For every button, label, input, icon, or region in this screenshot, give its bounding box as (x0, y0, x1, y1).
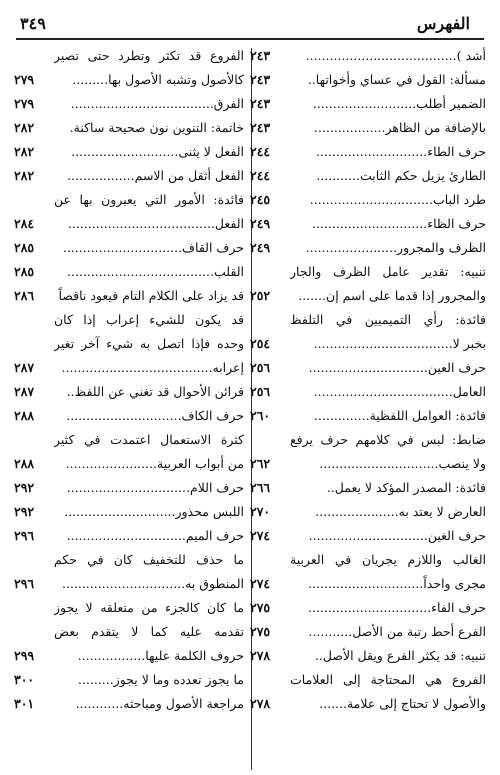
entry-text: فائدة: العوامل اللفظية.............. (313, 408, 486, 423)
index-entry (250, 380, 486, 404)
entry-text: الغالب واللازم يجريان في العربية (290, 552, 486, 567)
index-entry (14, 644, 244, 668)
index-entry (14, 452, 244, 476)
index-entry (14, 116, 244, 140)
index-entry (14, 260, 244, 284)
entry-text: قرائن الأحوال قد تغني عن اللفظ.. (66, 384, 244, 399)
entry-text: الضمير أطلب.......................... (312, 96, 486, 111)
entry-page-number: ٣٠١ (14, 696, 35, 711)
index-entry (14, 236, 244, 260)
entry-text: حرف الفاء............................... (307, 600, 486, 615)
index-entry (250, 572, 486, 596)
entry-text: العامل................................... (313, 384, 486, 399)
entry-page-number: ٢٨٨ (14, 456, 35, 471)
index-entry (250, 92, 486, 116)
index-entry (14, 596, 244, 620)
entry-text: حرف الغين.............................. (308, 528, 486, 543)
entry-page-number: ٢٤٤ (250, 144, 271, 159)
entry-page-number: ٢٨٤ (14, 216, 35, 231)
entry-page-number: ٢٦٠ (250, 408, 271, 423)
entry-page-number: ٢٤٥ (250, 192, 271, 207)
entry-page-number: ٢٧٩ (14, 72, 35, 87)
index-entry (250, 356, 486, 380)
index-entry (250, 68, 486, 92)
entry-page-number: ٢٧٤ (250, 576, 271, 591)
entry-text: ضابط: لبس في كلامهم حرف يرفع (290, 432, 486, 447)
index-entry (250, 212, 486, 236)
index-entry (250, 500, 486, 524)
entry-text: حرف العين.............................. (308, 360, 486, 375)
entry-page-number: ٢٧٥ (250, 600, 271, 615)
entry-page-number: ٢٤٩ (250, 240, 271, 255)
entry-text: فائدة: رأي التميميين في التلفظ (290, 312, 486, 327)
index-entry (250, 452, 486, 476)
entry-page-number: ٢٦٢ (250, 456, 271, 471)
entry-page-number: ٢٨٧ (14, 384, 35, 399)
entry-text: إعرابه...................................... (61, 360, 244, 375)
entry-text: اللبس محذور............................ (64, 504, 244, 519)
entry-page-number: ٢٤٣ (250, 48, 271, 63)
index-entry (14, 140, 244, 164)
header-rule (16, 38, 484, 40)
page-title: الفهرس (416, 14, 470, 33)
entry-text: طرد الباب............................... (309, 192, 486, 207)
entry-page-number: ٢٧٨ (250, 648, 271, 663)
index-entry (250, 476, 486, 500)
entry-page-number: ٢٨٢ (14, 120, 35, 135)
index-entry (14, 284, 244, 308)
index-entry (14, 308, 244, 332)
entry-page-number: ٢٧٤ (250, 528, 271, 543)
index-entry (14, 572, 244, 596)
entry-text: الظرف والمجرور....................... (305, 240, 486, 255)
entry-text: حرف الكاف............................. (66, 408, 244, 423)
index-entry (14, 68, 244, 92)
index-entry (250, 284, 486, 308)
entry-text: قد يزاد على الكلام التام فيعود ناقصاً (58, 288, 244, 303)
index-entry (14, 164, 244, 188)
entry-page-number: ٢٧٨ (250, 696, 271, 711)
entry-text: مراجعة الأصول ومباحثه............ (75, 696, 244, 711)
entry-text: حروف الكلمة عليها................. (77, 648, 244, 663)
entry-page-number: ٢٥٦ (250, 360, 271, 375)
entry-page-number: ٢٧٩ (14, 96, 35, 111)
entry-page-number: ٢٥٤ (250, 336, 271, 351)
index-column-left (14, 44, 244, 774)
index-entry (250, 332, 486, 356)
entry-page-number: ٢٦٦ (250, 480, 271, 495)
entry-text: كالأصول وتشبه الأصول بها......... (72, 72, 244, 87)
entry-text: الطارئ يزيل حكم الثابت........... (316, 168, 486, 183)
entry-text: الفرع أحط رتبة من الأصل........... (308, 624, 486, 639)
index-entry (14, 692, 244, 716)
index-entry (250, 236, 486, 260)
index-entry (14, 476, 244, 500)
entry-text: الفروع هي المحتاجة إلى العلامات (290, 672, 486, 687)
entry-text: القلب..................................... (66, 264, 244, 279)
entry-text: ولا ينصب.............................. (319, 456, 486, 471)
index-entry (14, 212, 244, 236)
index-entry (14, 404, 244, 428)
entry-page-number: ٣٠٠ (14, 672, 35, 687)
entry-page-number: ٢٨٨ (14, 408, 35, 423)
entry-text: المنطوق به............................... (61, 576, 244, 591)
entry-text: ما يجوز تعدده وما لا يجوز......... (77, 672, 244, 687)
index-entry (250, 308, 486, 332)
entry-text: تنبيه: قد يكثر الفرع ويقل الأصل.. (314, 648, 486, 663)
index-entry (250, 44, 486, 68)
entry-text: العارض لا يعتد به..................... (315, 504, 486, 519)
index-entry (250, 428, 486, 452)
index-entry (14, 668, 244, 692)
index-entry (14, 44, 244, 68)
index-entry (250, 596, 486, 620)
index-entry (250, 548, 486, 572)
entry-page-number: ٢٥٦ (250, 384, 271, 399)
index-entry (250, 164, 486, 188)
entry-text: تقدمه عليه كما لا يتقدم بعض (54, 624, 244, 639)
entry-text: حرف الظاء............................. (311, 216, 486, 231)
entry-text: بالإضافة من الظاهر.................. (313, 120, 486, 135)
entry-page-number: ٢٤٣ (250, 72, 271, 87)
index-entry (14, 332, 244, 356)
index-entry (14, 428, 244, 452)
entry-page-number: ٢٨٥ (14, 240, 35, 255)
entry-text: حرف اللام............................... (66, 480, 244, 495)
entry-text: والمجرور إذا قدما على اسم إن....... (298, 288, 486, 303)
index-entry (250, 620, 486, 644)
index-entry (14, 524, 244, 548)
entry-page-number: ٢٩٦ (14, 528, 35, 543)
index-entry (14, 380, 244, 404)
index-entry (250, 524, 486, 548)
entry-text: ما كان كالجزء من متعلقه لا يجوز (54, 600, 244, 615)
entry-text: أشد )...................................... (305, 48, 486, 63)
entry-page-number: ٢٩٩ (14, 648, 35, 663)
entry-text: كثرة الاستعمال اعتمدت في كثير (54, 432, 244, 447)
entry-page-number: ٢٤٣ (250, 120, 271, 135)
entry-text: حرف القاف.............................. (62, 240, 244, 255)
index-entry (250, 692, 486, 716)
entry-text: مجرى واحداً............................. (308, 576, 486, 591)
entry-page-number: ٢٤٩ (250, 216, 271, 231)
entry-page-number: ٢٨٥ (14, 264, 35, 279)
index-entry (250, 668, 486, 692)
entry-text: الفروع قد تكثر وتطرد حتى تصير (54, 48, 244, 63)
entry-text: من أبواب العربية....................... (65, 456, 244, 471)
entry-page-number: ٢٨٧ (14, 360, 35, 375)
entry-text: الفعل..................................... (67, 216, 244, 231)
entry-page-number: ٢٤٤ (250, 168, 271, 183)
entry-text: حرف الطاء............................ (315, 144, 486, 159)
index-entry (250, 260, 486, 284)
entry-page-number: ٢٥٢ (250, 288, 271, 303)
entry-page-number: ٢٧٠ (250, 504, 271, 519)
entry-text: وحده فإذا اتصل به شيء آخر تغير (54, 336, 244, 351)
entry-text: الفرق.................................... (70, 96, 244, 111)
entry-text: خاتمة: التنوين نون صحيحة ساكنة. (69, 120, 244, 135)
page-number: ٣٤٩ (20, 14, 46, 33)
index-entry (14, 620, 244, 644)
index-entry (14, 500, 244, 524)
entry-text: فائدة: المصدر المؤكد لا يعمل.. (326, 480, 486, 495)
index-entry (14, 92, 244, 116)
page-header (0, 0, 500, 42)
entry-text: ما حذف للتخفيف كان في حكم (54, 552, 244, 567)
index-entry (14, 188, 244, 212)
entry-text: حرف الميم.............................. (66, 528, 244, 543)
index-column-right (250, 44, 486, 774)
index-entry (14, 548, 244, 572)
index-entry (250, 644, 486, 668)
index-entry (250, 188, 486, 212)
index-entry (250, 116, 486, 140)
index-entry (250, 140, 486, 164)
entry-text: والأصول لا تحتاج إلى علامة....... (319, 696, 486, 711)
entry-page-number: ٢٨٦ (14, 288, 35, 303)
entry-text: الفعل أثقل من الاسم................. (67, 168, 244, 183)
entry-page-number: ٢٤٣ (250, 96, 271, 111)
entry-text: الفعل لا يثنى........................... (71, 144, 244, 159)
entry-text: بخبر لا................................... (313, 336, 486, 351)
entry-page-number: ٢٩٢ (14, 504, 35, 519)
entry-text: تنبيه: تقدير عامل الظرف والجار (290, 264, 486, 279)
index-entry (250, 404, 486, 428)
entry-page-number: ٢٨٢ (14, 144, 35, 159)
entry-page-number: ٢٩٦ (14, 576, 35, 591)
entry-text: مسألة: القول في عساي وأخواتها.. (307, 72, 486, 87)
entry-page-number: ٢٧٥ (250, 624, 271, 639)
entry-page-number: ٢٩٢ (14, 480, 35, 495)
entry-text: قد يكون للشيء إعراب إذا كان (54, 312, 244, 327)
entry-page-number: ٢٨٢ (14, 168, 35, 183)
index-entry (14, 356, 244, 380)
entry-text: فائدة: الأمور التي يعبرون بها عن (54, 192, 244, 207)
